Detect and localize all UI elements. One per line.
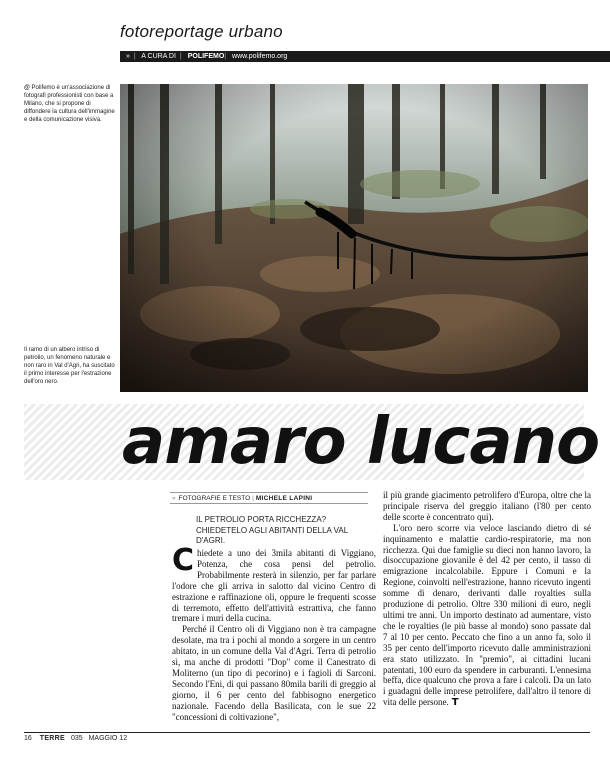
article-column-1 xyxy=(172,543,376,723)
deck-line-2: CHIEDETELO AGLI ABITANTI DELLA VAL D'AGRI. xyxy=(196,525,348,545)
page-footer xyxy=(24,732,590,746)
end-mark: T xyxy=(451,697,459,709)
credit-url[interactable]: www.polifemo.org xyxy=(232,53,288,60)
double-chevron-icon: » xyxy=(126,53,130,60)
article-paragraph: Chiedete a uno dei 3mila abitanti di Viggiano, Potenza, che cosa pensi del petrolio. Probabilmente resterà in silenzio, per far parlare l'odore che gli arriva in salotto dal vicino Centro di estrazione e raffinazione oli, oppure le frequenti scosse di terremoto, effetto dell'attività estrattiva, che fanno tremare i muri della cucina. xyxy=(172,543,376,624)
side-note-text: Polifemo è un'associazione di fotografi professionisti con base a Milano, che si propone di diffondere la cultura dell'immagine e della comunicazione visiva. xyxy=(24,85,115,123)
dropcap: C xyxy=(172,543,195,578)
credit-label: A CURA DI xyxy=(141,53,176,60)
deck-line-1: IL PETROLIO PORTA RICCHEZZA? xyxy=(196,515,327,524)
side-note xyxy=(24,84,116,124)
article-paragraph: Perché il Centro oli di Viggiano non è tra campagne desolate, ma tra i pochi al mondo a sorgere in un centro abitato, in un comune della Val d'Agri. Terra di petrolio sì, ma anche di prodotti "Dop" come il Canestrato di Moliterno (un tipo di pecorino) e i fagioli di Sarconi. Secondo l'Eni, di qui passano 80mila barili di greggio al giorno, il 6 per cento del fabbisogno energetico nazionale. Facendo della Basilicata, con le sue 22 "concessioni di coltivazione", xyxy=(172,624,376,722)
byline-author: MICHELE LAPINI xyxy=(255,495,313,502)
article-paragraph: L'oro nero scorre via veloce lasciando dietro di sé inquinamento e malattie cardio-respiratorie, ma non ricchezza. Qui due famiglie su dieci non hanno lavoro, la disoccupazione giovanile è del 42 per cento, il tasso di emigrazione incalcolabile. Eppure i Comuni e la Regione, coinvolti nell'estrazione, hanno ricevuto ingenti somme di denaro, derivanti dalle royalties sulla produzione di petrolio. Oltre 330 milioni di euro, negli ultimi tre anni. Un importo destinato ad aumentare, visto che le royalties (le più basse al mondo) sono passate dal 7 al 10 per cento. Peccato che fino a un anno fa, solo il 35 per cento dell'importo ricevuto dalle amministrazioni era stato utilizzato. In "premio", ai cittadini lucani patentati, 100 euro da spendere in carburanti. L'ennesima beffa, dice qualcuno che prova a fare i calcoli. Da un lato i guadagni delle imprese petrolifere, dall'altro il tenore di vita delle persone. T xyxy=(383,522,591,709)
magazine-name: TERRE xyxy=(39,735,65,742)
issue-date: MAGGIO 12 xyxy=(88,735,128,742)
headline: amaro lucano xyxy=(122,405,600,479)
photo xyxy=(120,84,588,392)
issue-number: 035 xyxy=(70,735,83,742)
credit-bar: » | A CURA DI | POLIFEMO| www.polifemo.org xyxy=(120,51,610,62)
page-number: 16 xyxy=(24,735,32,742)
photo-caption: Il ramo di un albero intriso di petrolio, un fenomeno naturale e non raro in Val d'Agri, ha suscitato il primo interesse per l'estrazione dell'oro nero. xyxy=(24,347,115,385)
section-title: fotoreportage urbano xyxy=(120,22,283,41)
byline: » FOTOGRAFIE E TESTO | MICHELE LAPINI xyxy=(170,492,368,504)
article-column-2 xyxy=(383,490,591,709)
article-paragraph: il più grande giacimento petrolifero d'Europa, oltre che la principale riserva del greggio italiano (l'80 per cento delle scorte è concentrato qui). xyxy=(383,490,591,522)
credit-org: POLIFEMO xyxy=(187,53,225,60)
at-icon: @ xyxy=(24,85,30,91)
byline-label: FOTOGRAFIE E TESTO xyxy=(178,495,251,502)
double-chevron-icon: » xyxy=(172,495,176,502)
deck xyxy=(196,515,371,547)
